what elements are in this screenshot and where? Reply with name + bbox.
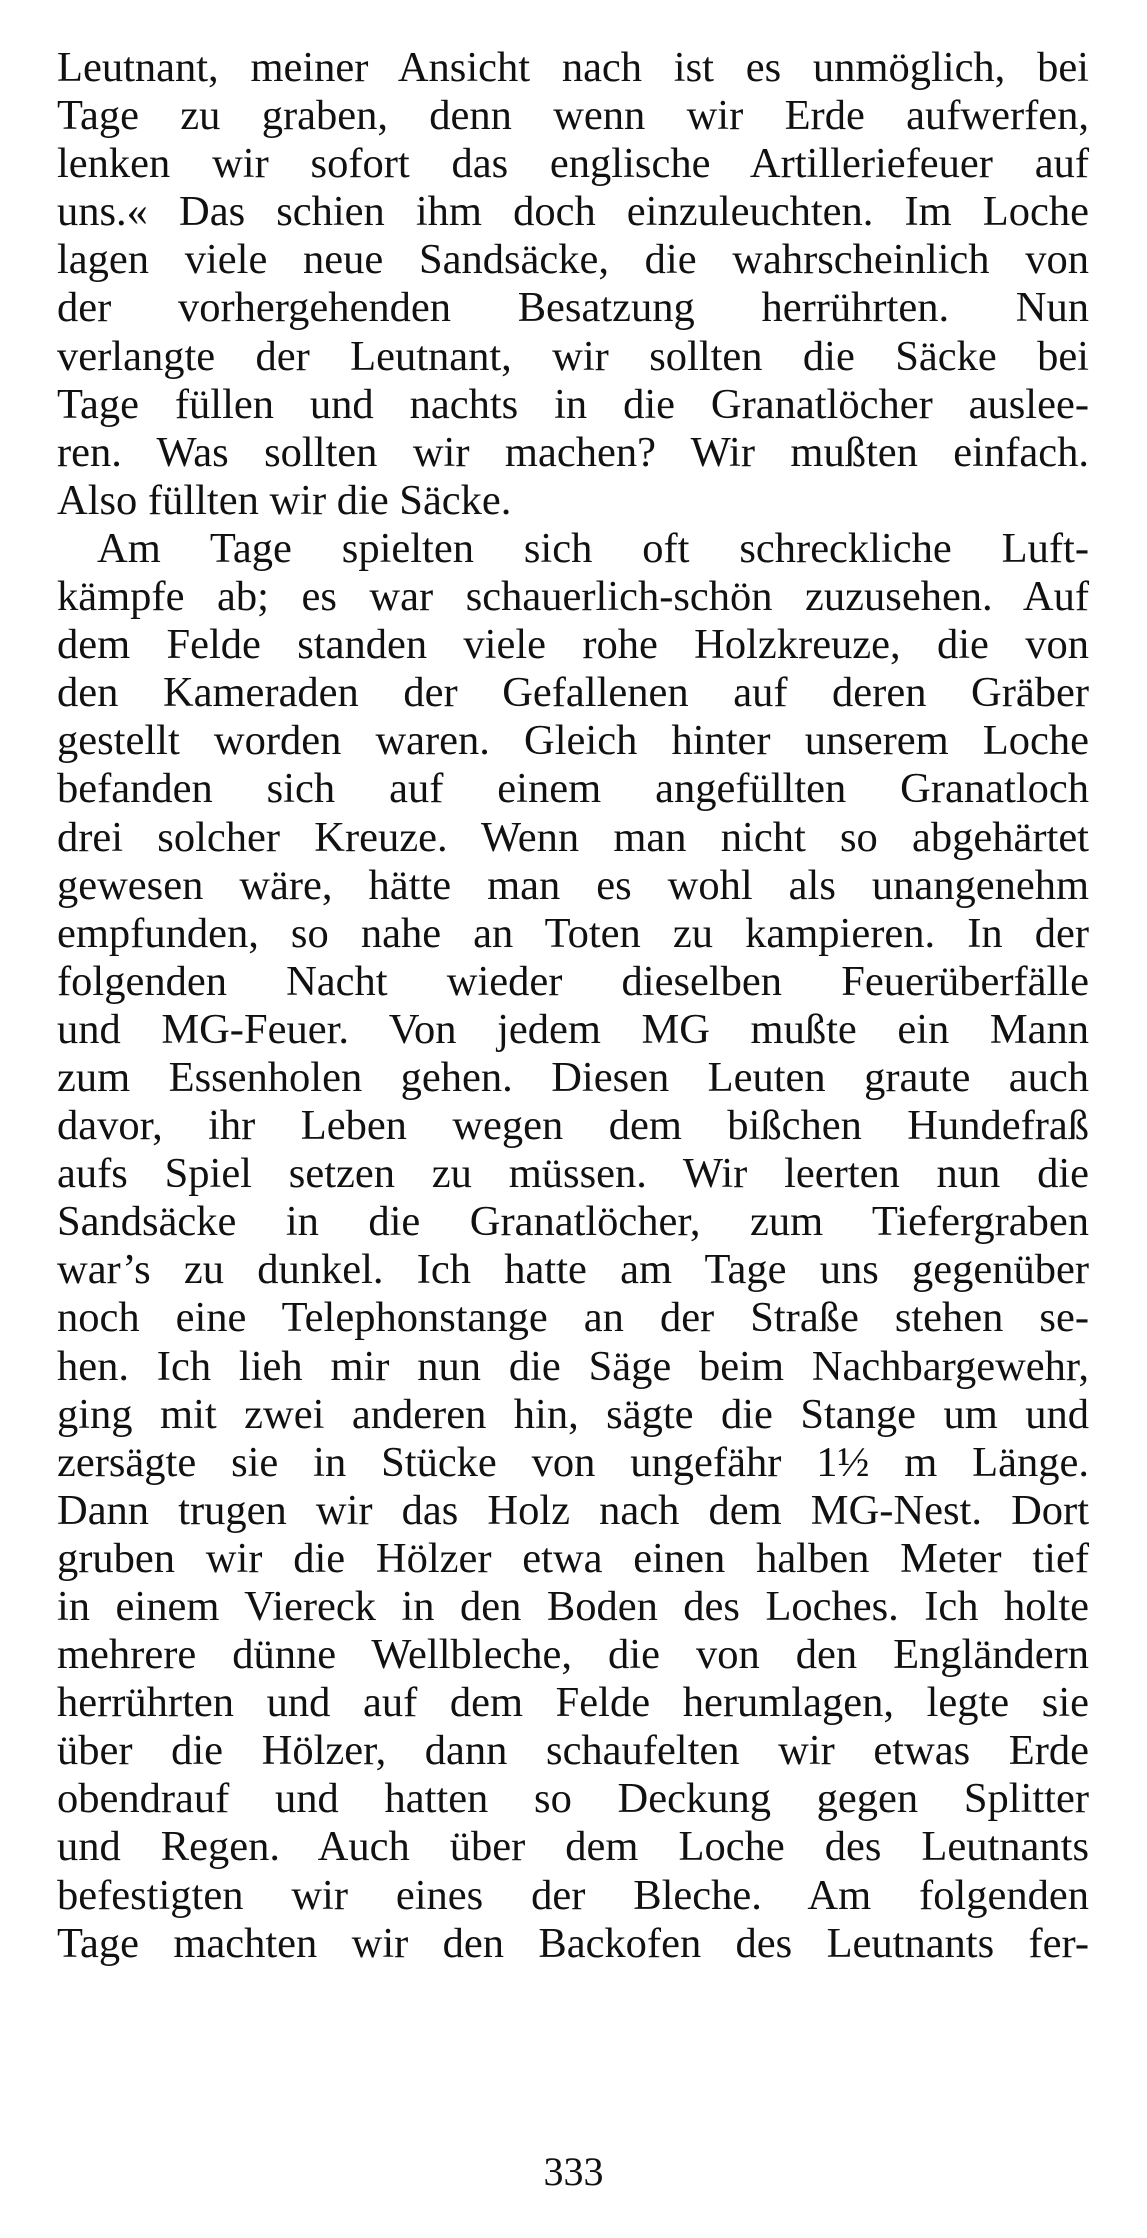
text-line: uns.« Das schien ihm doch einzuleuchten. Im Loche [57,188,1089,236]
text-line: davor, ihr Leben wegen dem bißchen Hundefraß [57,1102,1089,1150]
text-line: zersägte sie in Stücke von ungefähr 1½ m Länge. [57,1438,1089,1486]
text-line: obendrauf und hatten so Deckung gegen Splitter [57,1775,1089,1823]
text-line: der vorhergehenden Besatzung herrührten. Nun [57,284,1089,332]
text-line: lagen viele neue Sandsäcke, die wahrscheinlich von [57,236,1089,284]
text-line: ging mit zwei anderen hin, sägte die Stange um und [57,1390,1089,1438]
text-line: gewesen wäre, hätte man es wohl als unangenehm [57,861,1089,909]
text-line: Also füllten wir die Säcke. [57,476,512,524]
text-line: in einem Viereck in den Boden des Loches. Ich holte [57,1583,1089,1630]
text-line: gruben wir die Hölzer etwa einen halben Meter tief [57,1534,1089,1582]
text-line: verlangte der Leutnant, wir sollten die Säcke bei [57,332,1089,380]
page-body [57,44,1089,1968]
text-line: Sandsäcke in die Granatlöcher, zum Tiefergraben [57,1198,1089,1246]
text-line: lenken wir sofort das englische Artilleriefeuer auf [57,140,1089,188]
text-line: war’s zu dunkel. Ich hatte am Tage uns gegenüber [57,1246,1089,1294]
text-line: Leutnant, meiner Ansicht nach ist es unmöglich, bei [57,44,1089,91]
text-line: gestellt worden waren. Gleich hinter unserem Loche [57,717,1089,765]
text-line: Tage zu graben, denn wenn wir Erde aufwerfen, [57,92,1089,140]
text-line: über die Hölzer, dann schaufelten wir etwas Erde [57,1727,1089,1775]
text-line: Dann trugen wir das Holz nach dem MG-Nest. Dort [57,1486,1089,1534]
paragraph-2 [57,525,1089,1968]
text-line: den Kameraden der Gefallenen auf deren Gräber [57,669,1089,717]
text-line: herrührten und auf dem Felde herumlagen, legte sie [57,1679,1089,1727]
paragraph-1 [57,44,1089,525]
text-line: empfunden, so nahe an Toten zu kampieren. In der [57,909,1089,957]
text-line: Tage machten wir den Backofen des Leutnants fer- [57,1919,1089,1967]
text-line: hen. Ich lieh mir nun die Säge beim Nachbargewehr, [57,1342,1089,1390]
text-line: befestigten wir eines der Bleche. Am folgenden [57,1871,1089,1919]
text-line: Am Tage spielten sich oft schreckliche Luft- [97,524,1089,572]
text-line: dem Felde standen viele rohe Holzkreuze, die von [57,621,1089,669]
text-line: Tage füllen und nachts in die Granatlöcher auslee- [57,380,1089,428]
text-line: und Regen. Auch über dem Loche des Leutnants [57,1823,1089,1871]
text-line: mehrere dünne Wellbleche, die von den Engländern [57,1631,1089,1679]
text-line: befanden sich auf einem angefüllten Granatloch [57,765,1089,813]
text-line: aufs Spiel setzen zu müssen. Wir leerten nun die [57,1150,1089,1198]
text-line: drei solcher Kreuze. Wenn man nicht so abgehärtet [57,813,1089,861]
text-line: zum Essenholen gehen. Diesen Leuten graute auch [57,1053,1089,1101]
page-number: 333 [543,2149,604,2194]
text-line: folgenden Nacht wieder dieselben Feuerüberfälle [57,957,1089,1005]
text-line: ren. Was sollten wir machen? Wir mußten einfach. [57,428,1089,476]
text-line: noch eine Telephonstange an der Straße stehen se- [57,1294,1089,1342]
text-line: kämpfe ab; es war schauerlich-schön zuzusehen. Auf [57,573,1089,621]
text-line: und MG-Feuer. Von jedem MG mußte ein Mann [57,1005,1089,1053]
